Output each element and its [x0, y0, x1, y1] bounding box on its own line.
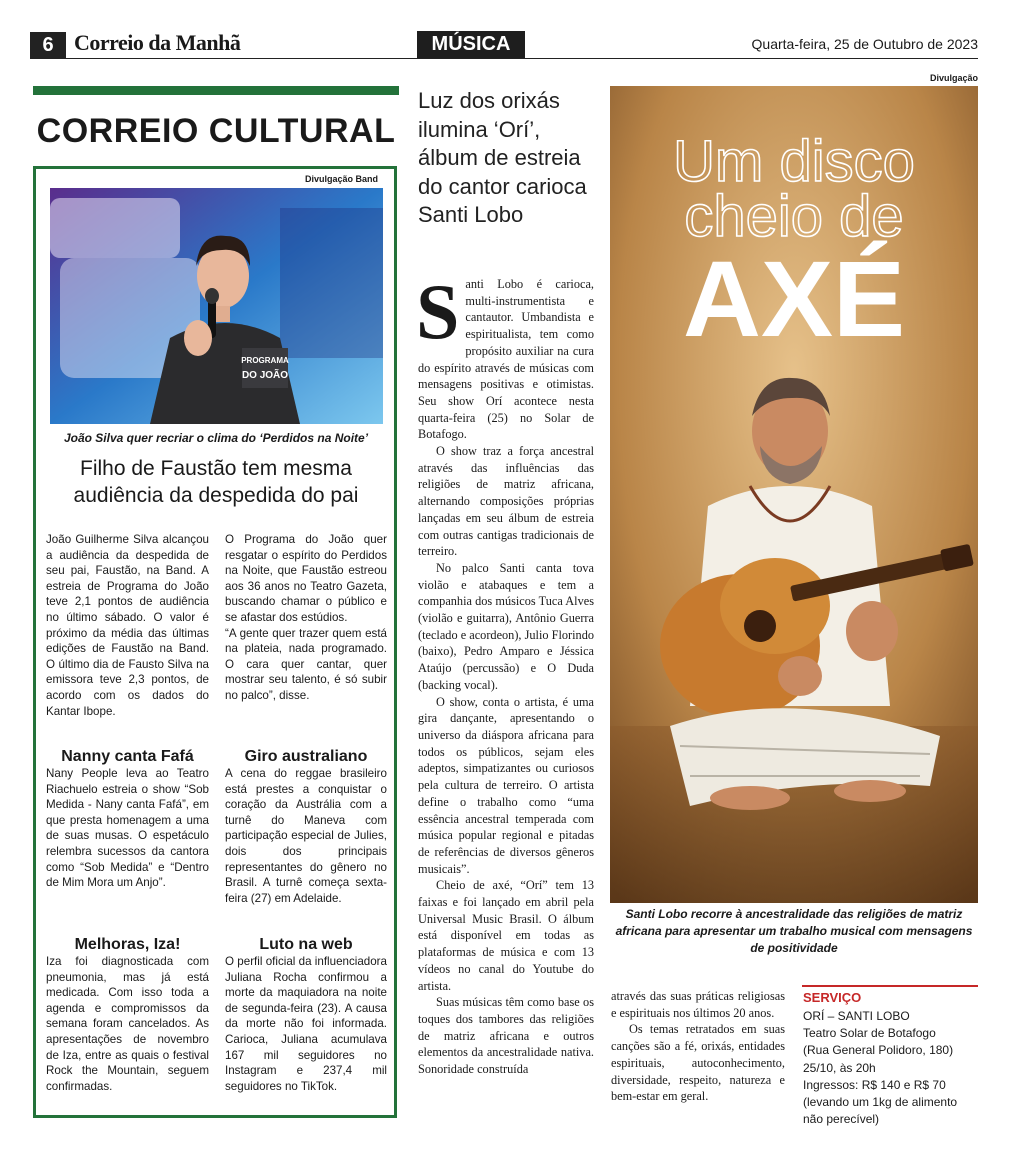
note-title: Luto na web: [259, 936, 353, 953]
section-accent-bar: [33, 86, 399, 95]
header-rule: [30, 58, 978, 59]
lead-text-col2-p1: O Programa do João quer resgatar o espírito do Perdidos na Noite, que Faustão estreou aos 36 anos no Teatro Gazeta, buscando chamar o público e se afastar dos estúdios.: [225, 533, 387, 624]
note-text: Iza foi diagnosticada com pneumonia, mas já está medicada. Com isso toda a agenda e compromissos da semana foram cancelados. As apresentações de novembro de Iza, entre as quais o festival Rock the Mountain, seguem confirmadas.: [46, 955, 209, 1093]
photo-credit: Divulgação Band: [305, 174, 379, 184]
servico-item: não perecível): [803, 1112, 880, 1127]
note-text: A cena do reggae brasileiro está prestes a conquistar o coração da Austrália com a turnê do Maneva com participação especial de Julies, dois dos principais representantes do gênero no Brasil. A turnê começa sexta-feira (27) em Adelaide.: [225, 767, 387, 905]
lead-text-col1: João Guilherme Silva alcançou a audiência da despedida de seu pai, Faustão, na Band. A estreia de Programa do João teve 2,1 pontos de audiência no último sábado. O valor é próximo da média das últimas edições de Faustão na Band. O último dia de Fausto Silva na emissora teve 2,3 pontos, de acordo com os dados do Kantar Ibope.: [46, 533, 209, 718]
article-paragraph-8: Os temas retratados em suas canções são a fé, orixás, entidades espirituais, autoconhecimento, diversidade, respeito, natureza e bem-estar em geral.: [611, 1022, 785, 1104]
servico-item: Teatro Solar de Botafogo: [803, 1026, 936, 1041]
servico-list: [803, 1008, 981, 1128]
shirt-logo-a: PROGRAMA: [241, 356, 289, 365]
main-headline: Filho de Faustão tem mesma audiência da despedida do pai: [73, 457, 359, 507]
servico-item: (Rua General Polidoro, 180): [803, 1043, 954, 1058]
article-body-continued: [611, 988, 785, 1105]
overlay-axe: AXÉ: [682, 238, 906, 359]
drop-cap: S: [416, 268, 460, 355]
note-luto: [225, 936, 387, 1094]
photo-caption: João Silva quer recriar o clima do ‘Perdidos na Noite’: [63, 431, 369, 445]
article-paragraph-7: através das suas práticas religiosas e espirituais nos últimos 20 anos.: [611, 989, 785, 1020]
note-title: Melhoras, Iza!: [74, 936, 181, 953]
note-text: Nany People leva ao Teatro Riachuelo estreia o show “Sob Medida - Nany canta Fafá”, em que presta homenagem a uma de suas musas. O espetáculo relembra sucessos da cantora como “Sob Medida” e “Dentro de Mim Mora um Anjo”.: [46, 767, 209, 890]
santi-lobo-photo: [610, 86, 978, 903]
note-title: Nanny canta Fafá: [61, 748, 194, 765]
article-headline: Luz dos orixás ilumina ‘Orí’, álbum de estreia do cantor carioca Santi Lobo: [418, 88, 587, 227]
overlay-line-1: Um disco: [673, 129, 915, 194]
article-paragraph-3: No palco Santi canta tova violão e atabaques e tem a companhia dos músicos Tuca Alves (violão e guitarra), Antônio Guerra (teclado e acordeon), Julio Florindo (baixo), Pedro Amparo e Jéssica Ataújo (percussão) e O Duda (backing vocal).: [418, 560, 594, 692]
article-paragraph-4: O show, conta o artista, é uma gira dançante, apresentando o universo da diáspora africana para todos os públicos, sejam eles adeptos, simpatizantes ou curiosos pela cultura de terreiro. O artista define o trabalho como “uma essência ancestral temperada com música popular regional e pitadas de referências de diversos gêneros musicais”.: [418, 694, 594, 876]
article-paragraph-6: Suas músicas têm como base os toques dos tambores das religiões de matriz africana e outros elementos da ancestralidade nativa. Sonoridade construída: [418, 995, 594, 1077]
section-label: MÚSICA: [417, 31, 525, 58]
newspaper-logo: Correio da Manhã: [74, 30, 241, 55]
column-title: CORREIO CULTURAL: [36, 112, 396, 150]
issue-date: Quarta-feira, 25 de Outubro de 2023: [751, 36, 978, 52]
note-title: Giro australiano: [244, 748, 368, 765]
servico-item: ORÍ – SANTI LOBO: [803, 1009, 910, 1023]
note-iza: [46, 936, 209, 1094]
lead-text-col2-p2: “A gente quer trazer quem está na plateia, nada programado. O cara quer cantar, quer mostrar seu talento, é só subir no palco”, disse.: [225, 626, 387, 702]
article-paragraph-1: Santi Lobo é carioca, multi-instrumentista e cantautor. Umbandista e espiritualista, tem como propósito auxiliar na cura do espírito através de músicas com mensagens positivas e otimistas. Seu show Orí acontece nesta quarta-feira (25) no Solar de Botafogo.: [416, 268, 594, 442]
lead-text-col2: [225, 532, 387, 704]
note-giro: [225, 748, 387, 906]
page-number: 6: [30, 32, 66, 58]
servico-item: 25/10, às 20h: [803, 1060, 876, 1075]
servico-item: (levando um 1kg de alimento: [803, 1095, 958, 1110]
article-paragraph-2: O show traz a força ancestral através das influências das religiões de matriz africana, alternando composições próprias lançadas em seu álbum de estreia com outras cantigas tradicionais de terreiro.: [418, 444, 594, 559]
servico-item: Ingressos: R$ 140 e R$ 70: [803, 1077, 946, 1092]
note-nanny: [46, 748, 209, 891]
photo-caption-right: Santi Lobo recorre à ancestralidade das religiões de matriz africana para apresentar um trabalho musical com mensagens de positividade: [615, 907, 973, 955]
overlay-line-2: cheio de: [684, 184, 904, 249]
servico-title: SERVIÇO: [803, 990, 862, 1005]
article-body: [416, 268, 594, 1078]
joao-silva-photo: [50, 188, 383, 424]
shirt-logo-b: DO JOÃO: [241, 370, 289, 381]
note-text: O perfil oficial da influenciadora Juliana Rocha confirmou a morte da maquiadora na noite de segunda-feira (23). A causa da morte não foi informada. Carioca, Juliana acumulava 167 mil seguidores no Instagram e 237,4 mil seguidores no TikTok.: [225, 955, 387, 1093]
article-paragraph-5: Cheio de axé, “Orí” tem 13 faixas e foi lançado em abril pela Universal Music Brasil. O álbum está disponível em todas as plataformas de música e com 13 vídeos no canal do Youtube do artista.: [418, 878, 594, 993]
photo-credit-right: Divulgação: [929, 73, 978, 83]
servico-rule: [802, 985, 978, 987]
